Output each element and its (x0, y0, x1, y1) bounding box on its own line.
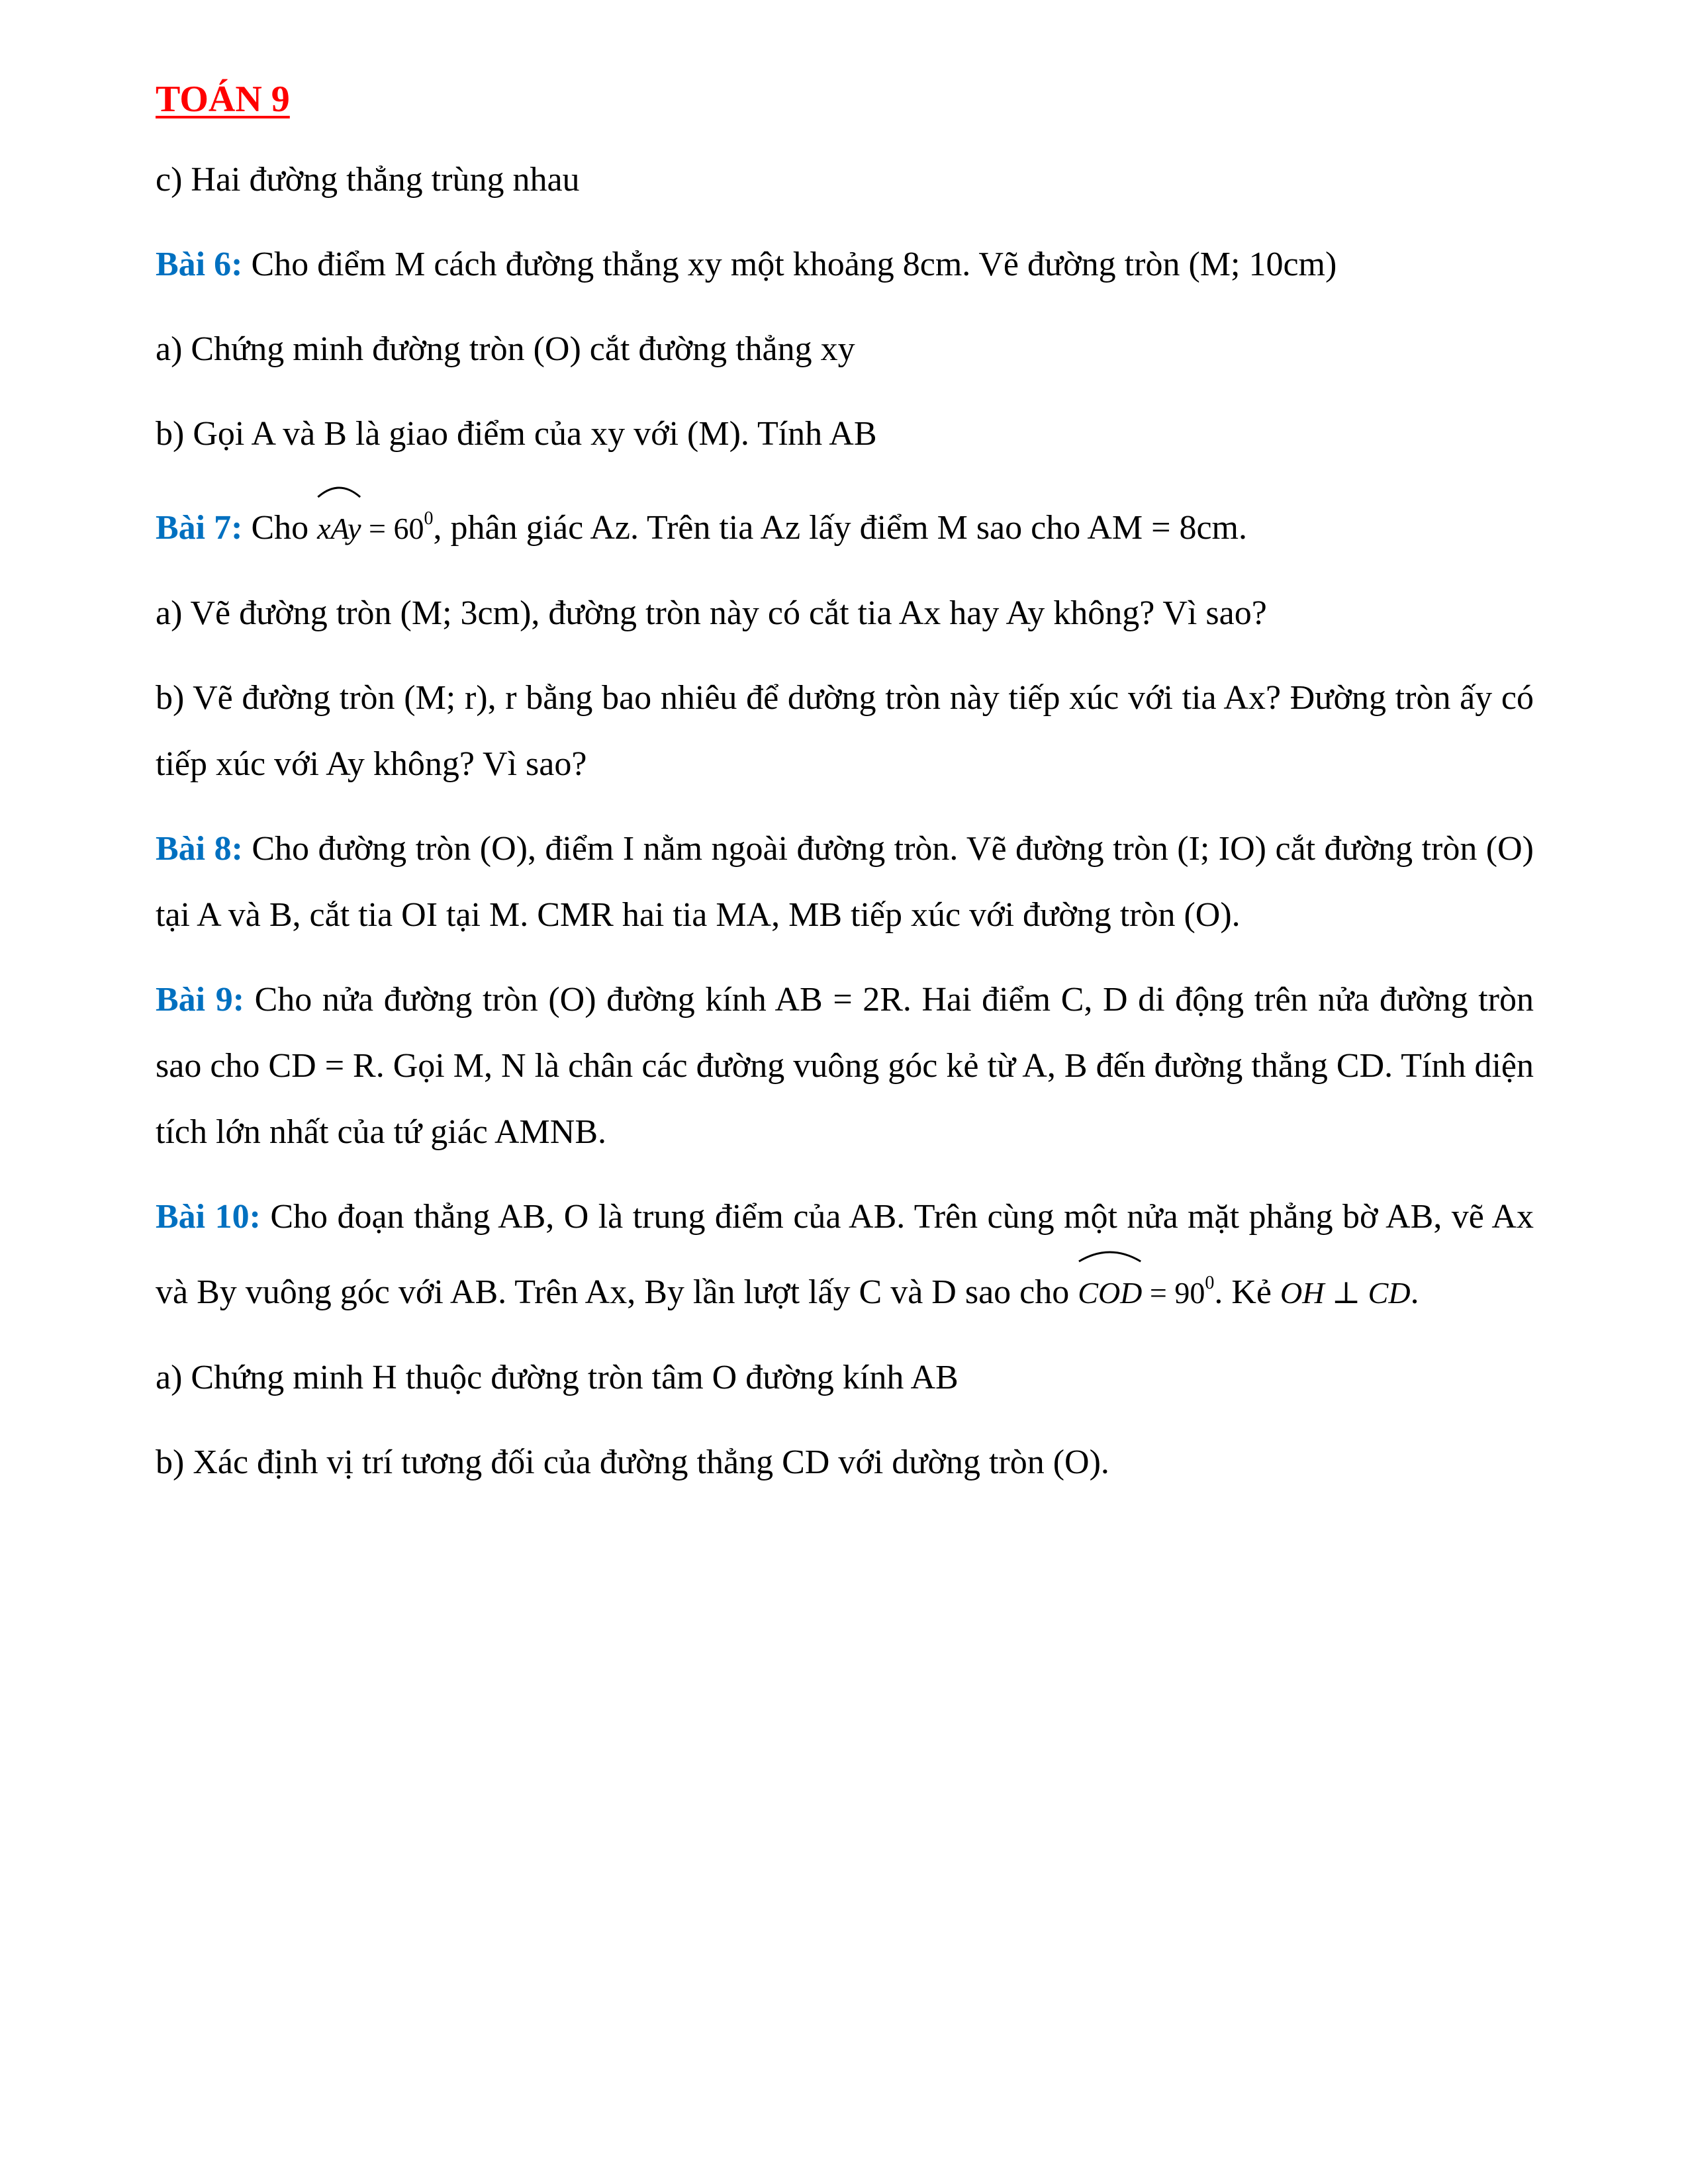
bai10-part-a: a) Chứng minh H thuộc đường tròn tâm O đường kính AB (156, 1359, 959, 1396)
angle-xay-degree: 0 (424, 508, 434, 529)
angle-arc-icon (1078, 1246, 1142, 1263)
bai10-prompt (156, 1184, 1534, 1326)
angle-cod-text: COD (1078, 1276, 1143, 1310)
bai10-part-b: b) Xác định vị trí tương đối của đường thẳng CD với dường tròn (O). (156, 1443, 1109, 1481)
bai10-label: Bài 10: (156, 1198, 261, 1236)
angle-cod-formula (1078, 1273, 1215, 1310)
angle-arc-icon (317, 481, 361, 498)
bai7-prompt (156, 486, 1534, 562)
angle-xay (317, 496, 361, 562)
bai6-part-b: b) Gọi A và B là giao điểm của xy với (M). Tính AB (156, 415, 877, 453)
angle-xay-formula (317, 508, 434, 545)
line-c: c) Hai đường thẳng trùng nhau (156, 161, 580, 199)
bai6-prompt (156, 232, 1534, 298)
bai10-text2: . Kẻ (1214, 1273, 1280, 1311)
bai9-text: Cho nửa đường tròn (O) đường kính AB = 2R. Hai điểm C, D di động trên nửa đường tròn sao cho CD = R. Gọi M, N là chân các đường vuông góc kẻ từ A, B đến đường thẳng CD. Tính diện tích lớn nhất của tứ giác AMNB. (156, 981, 1534, 1151)
angle-cod (1078, 1260, 1142, 1326)
bai7-part-a: a) Vẽ đường tròn (M; 3cm), đường tròn này có cắt tia Ax hay Ay không? Vì sao? (156, 594, 1267, 632)
page-title: TOÁN 9 (156, 79, 290, 120)
bai8-prompt (156, 816, 1534, 948)
angle-xay-eq: = 60 (361, 512, 424, 545)
bai7-part-b: b) Vẽ đường tròn (M; r), r bằng bao nhiêu để dường tròn này tiếp xúc với tia Ax? Đường tròn ấy có tiếp xúc với Ay không? Vì sao? (156, 679, 1534, 783)
bai6-text: Cho điểm M cách đường thẳng xy một khoảng 8cm. Vẽ đường tròn (M; 10cm) (242, 246, 1337, 283)
bai8-label: Bài 8: (156, 830, 243, 868)
angle-xay-text: xAy (317, 512, 361, 545)
bai9-label: Bài 9: (156, 981, 245, 1019)
angle-cod-eq: = 90 (1142, 1276, 1205, 1310)
bai8-text: Cho đường tròn (O), điểm I nằm ngoài đường tròn. Vẽ đường tròn (I; IO) cắt đường tròn (O) tại A và B, cắt tia OI tại M. CMR hai tia MA, MB tiếp xúc với đường tròn (O). (156, 830, 1534, 934)
bai7-label: Bài 7: (156, 509, 243, 547)
perpendicular-formula: OH ⊥ CD (1280, 1276, 1411, 1310)
bai10-text1: Cho đoạn thẳng AB, O là trung điểm của AB. Trên cùng một nửa mặt phẳng bờ AB, vẽ Ax và By vuông góc với AB. Trên Ax, By lần lượt lấy C và D sao cho (156, 1198, 1534, 1311)
bai6-part-a: a) Chứng minh đường tròn (O) cắt đường thẳng xy (156, 330, 855, 368)
bai10-text3: . (1410, 1273, 1419, 1311)
bai9-prompt (156, 967, 1534, 1165)
bai7-pre: Cho (242, 509, 318, 547)
document-content (156, 71, 1534, 1514)
angle-cod-degree: 0 (1205, 1273, 1215, 1293)
bai7-post: , phân giác Az. Trên tia Az lấy điểm M sao cho AM = 8cm. (433, 509, 1247, 547)
bai6-label: Bài 6: (156, 246, 243, 283)
